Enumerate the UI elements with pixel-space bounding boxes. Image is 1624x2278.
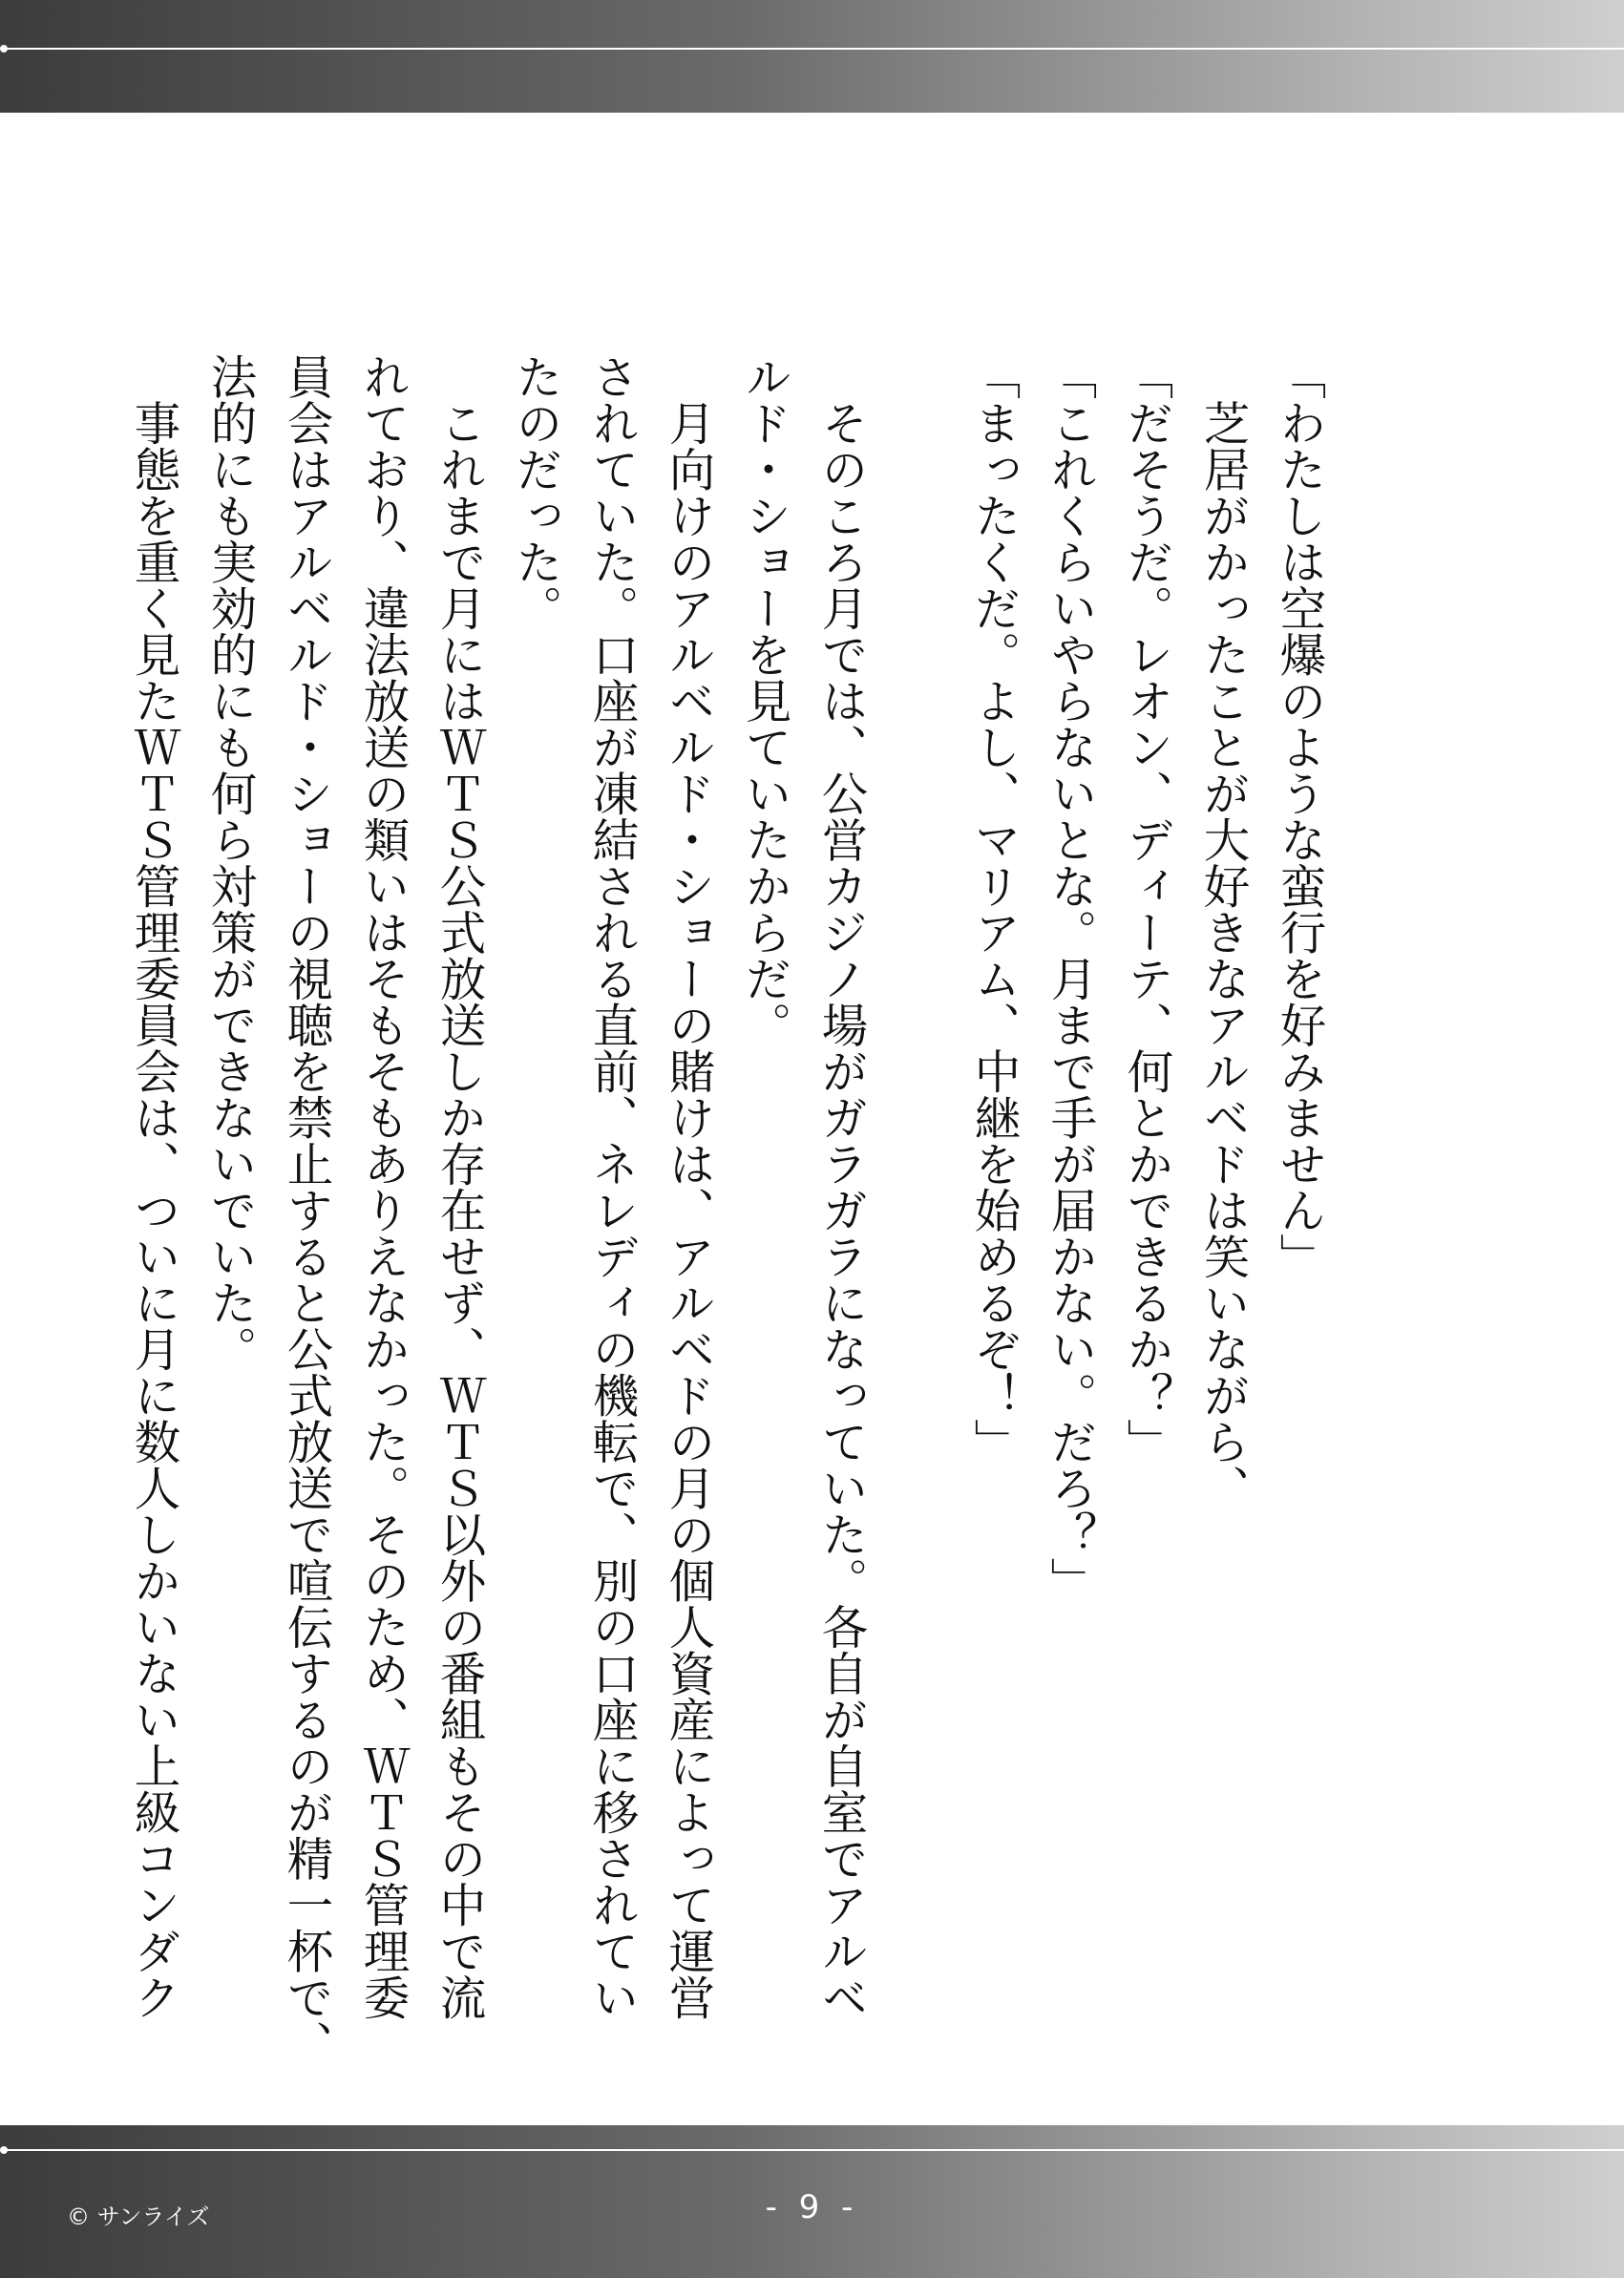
header-band	[0, 0, 1624, 113]
text-line: 「まったくだ。よし、マリアム、中継を始めるぞ！」	[966, 353, 1020, 1465]
text-line: れており、違法放送の類いはそもそもありえなかった。そのため、ＷＴＳ管理委	[355, 353, 409, 2020]
footer-rule	[4, 2149, 1624, 2151]
text-line: 「これくらいやらないとな。月まで手が届かない。だろ？」	[1043, 353, 1096, 1604]
text-line: ルド・ショーを見ていたからだ。	[737, 353, 791, 1048]
text-line: たのだった。	[508, 353, 561, 631]
text-line: 月向けのアルベルド・ショーの賭けは、アルベドの月の個人資産によって運営	[661, 353, 714, 2020]
text-line: 員会はアルベルド・ショーの視聴を禁止すると公式放送で喧伝するのが精一杯で、	[279, 353, 332, 2067]
text-line: 法的にも実効的にも何ら対策ができないでいた。	[202, 353, 256, 1372]
text-line: そのころ月では、公営カジノ場がガラガラになっていた。各自が自室でアルベ	[813, 353, 867, 2020]
text-line: 芝居がかったことが大好きなアルベドは笑いながら、	[1195, 353, 1249, 1511]
text-line: これまで月にはＷＴＳ公式放送しか存在せず、ＷＴＳ以外の番組もその中で流	[432, 353, 485, 2020]
text-line: されていた。口座が凍結される直前、ネレディの機転で、別の口座に移されてい	[584, 353, 638, 2020]
text-line: 「だそうだ。レオン、ディーテ、何とかできるか？」	[1119, 353, 1172, 1465]
vertical-body-text	[126, 353, 1337, 2067]
header-rule-dot	[0, 45, 8, 53]
header-rule	[4, 48, 1624, 50]
footer-rule-dot	[0, 2146, 8, 2154]
page-number: - 9 -	[765, 2188, 859, 2226]
copyright-notice: © サンライズ	[67, 2204, 210, 2230]
text-line: 事態を重く見たＷＴＳ管理委員会は、ついに月に数人しかいない上級コンダク	[126, 353, 179, 2020]
blank-line	[878, 353, 955, 1995]
footer-band	[0, 2125, 1624, 2278]
text-line: 「わたしは空爆のような蛮行を好みません」	[1272, 353, 1325, 1279]
